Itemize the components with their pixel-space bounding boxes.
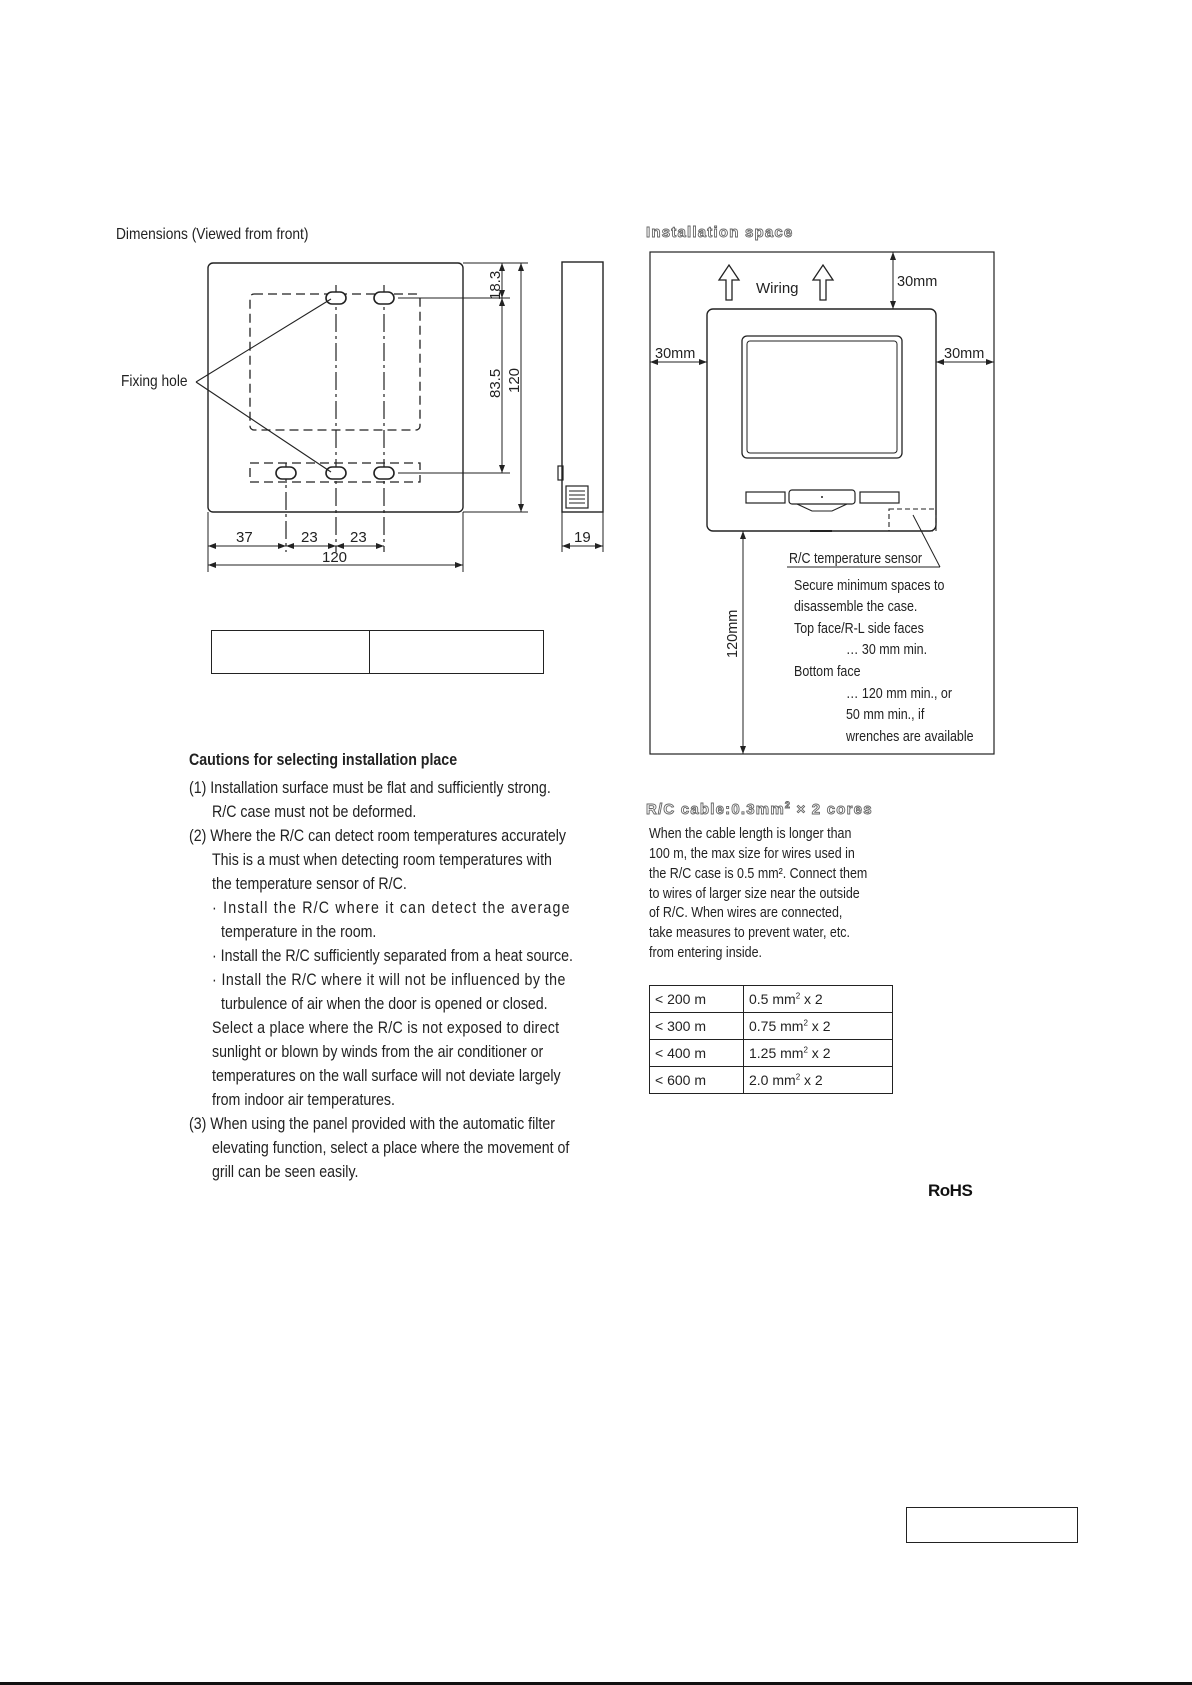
cable-size-cell: 1.25 $mm^2$ x 2	[744, 1040, 893, 1067]
dimensions-title: Dimensions (Viewed from front)	[116, 226, 309, 243]
wiring-arrow-icon	[719, 265, 739, 300]
cable-size-table	[649, 985, 893, 1094]
dim-37: 37	[236, 529, 253, 546]
caution-line: Select a place where the R/C is not exposed to direct	[212, 1019, 560, 1037]
table-row	[650, 1067, 893, 1094]
table-row	[650, 1040, 893, 1067]
caution-line: · Install the R/C where it can detect the average	[212, 899, 571, 917]
dim-83-5: 83.5	[487, 368, 504, 398]
cautions-title: Cautions for selecting installation place	[189, 751, 458, 769]
cable-length-cell: < 300 m	[650, 1013, 744, 1040]
table-row	[650, 1013, 893, 1040]
caution-line: elevating function, select a place where the movement of	[212, 1139, 570, 1157]
wiring-label: Wiring	[756, 280, 799, 297]
caution-line: R/C case must not be deformed.	[212, 803, 417, 821]
caution-line: temperatures on the wall surface will not deviate largely	[212, 1067, 561, 1085]
cable-length-cell: < 400 m	[650, 1040, 744, 1067]
cable-size-cell: 0.75 $mm^2$ x 2	[744, 1013, 893, 1040]
wiring-arrow-icon	[813, 265, 833, 300]
right-gap-label: 30mm	[944, 346, 985, 362]
caution-line: the temperature sensor of R/C.	[212, 875, 407, 893]
cable-size-cell: 0.5 $mm^2$ x 2	[744, 986, 893, 1013]
cable-size-cell: 2.0 $mm^2$ x 2	[744, 1067, 893, 1094]
bottom-gap-label: 120mm	[725, 609, 741, 658]
temperature-sensor-area	[889, 509, 936, 531]
rc-cable-title: R/C $cable:0.3mm^2 \times 2$ cores	[646, 800, 873, 818]
dim-120-bottom: 120	[322, 549, 348, 566]
top-gap-label: 30mm	[897, 274, 938, 290]
dim-23b: 23	[350, 529, 367, 546]
cable-length-cell: < 600 m	[650, 1067, 744, 1094]
caution-line: temperature in the room.	[221, 923, 377, 941]
caution-line: grill can be seen easily.	[212, 1163, 359, 1181]
installation-space-title: Installation space	[646, 224, 794, 241]
left-gap-label: 30mm	[655, 346, 696, 362]
dim-18-3: 18.3	[487, 270, 504, 300]
sensor-label: R/C temperature sensor	[789, 551, 923, 567]
caution-line: · Install the R/C sufficiently separated from a heat source.	[212, 947, 573, 965]
caution-line: (1) Installation surface must be flat and sufficiently strong.	[189, 779, 551, 797]
caution-line: (3) When using the panel provided with the automatic filter	[189, 1115, 555, 1133]
dim-19: 19	[574, 529, 591, 546]
installation-space-drawing	[0, 0, 1192, 770]
caution-line: · Install the R/C where it will not be influenced by the	[212, 971, 566, 989]
caution-line: This is a must when detecting room temperatures with	[212, 851, 552, 869]
caution-line: turbulence of air when the door is opened or closed.	[221, 995, 548, 1013]
table-row	[650, 986, 893, 1013]
dim-23a: 23	[301, 529, 318, 546]
caution-line: from indoor air temperatures.	[212, 1091, 395, 1109]
page-number-box	[906, 1507, 1078, 1543]
dim-120-right: 120	[506, 367, 523, 393]
cable-length-cell: < 200 m	[650, 986, 744, 1013]
fixing-hole-label: Fixing hole	[121, 373, 188, 390]
caution-line: sunlight or blown by winds from the air conditioner or	[212, 1043, 544, 1061]
rohs-mark: RoHS	[928, 1181, 973, 1200]
caution-line: (2) Where the R/C can detect room temperatures accurately	[189, 827, 566, 845]
